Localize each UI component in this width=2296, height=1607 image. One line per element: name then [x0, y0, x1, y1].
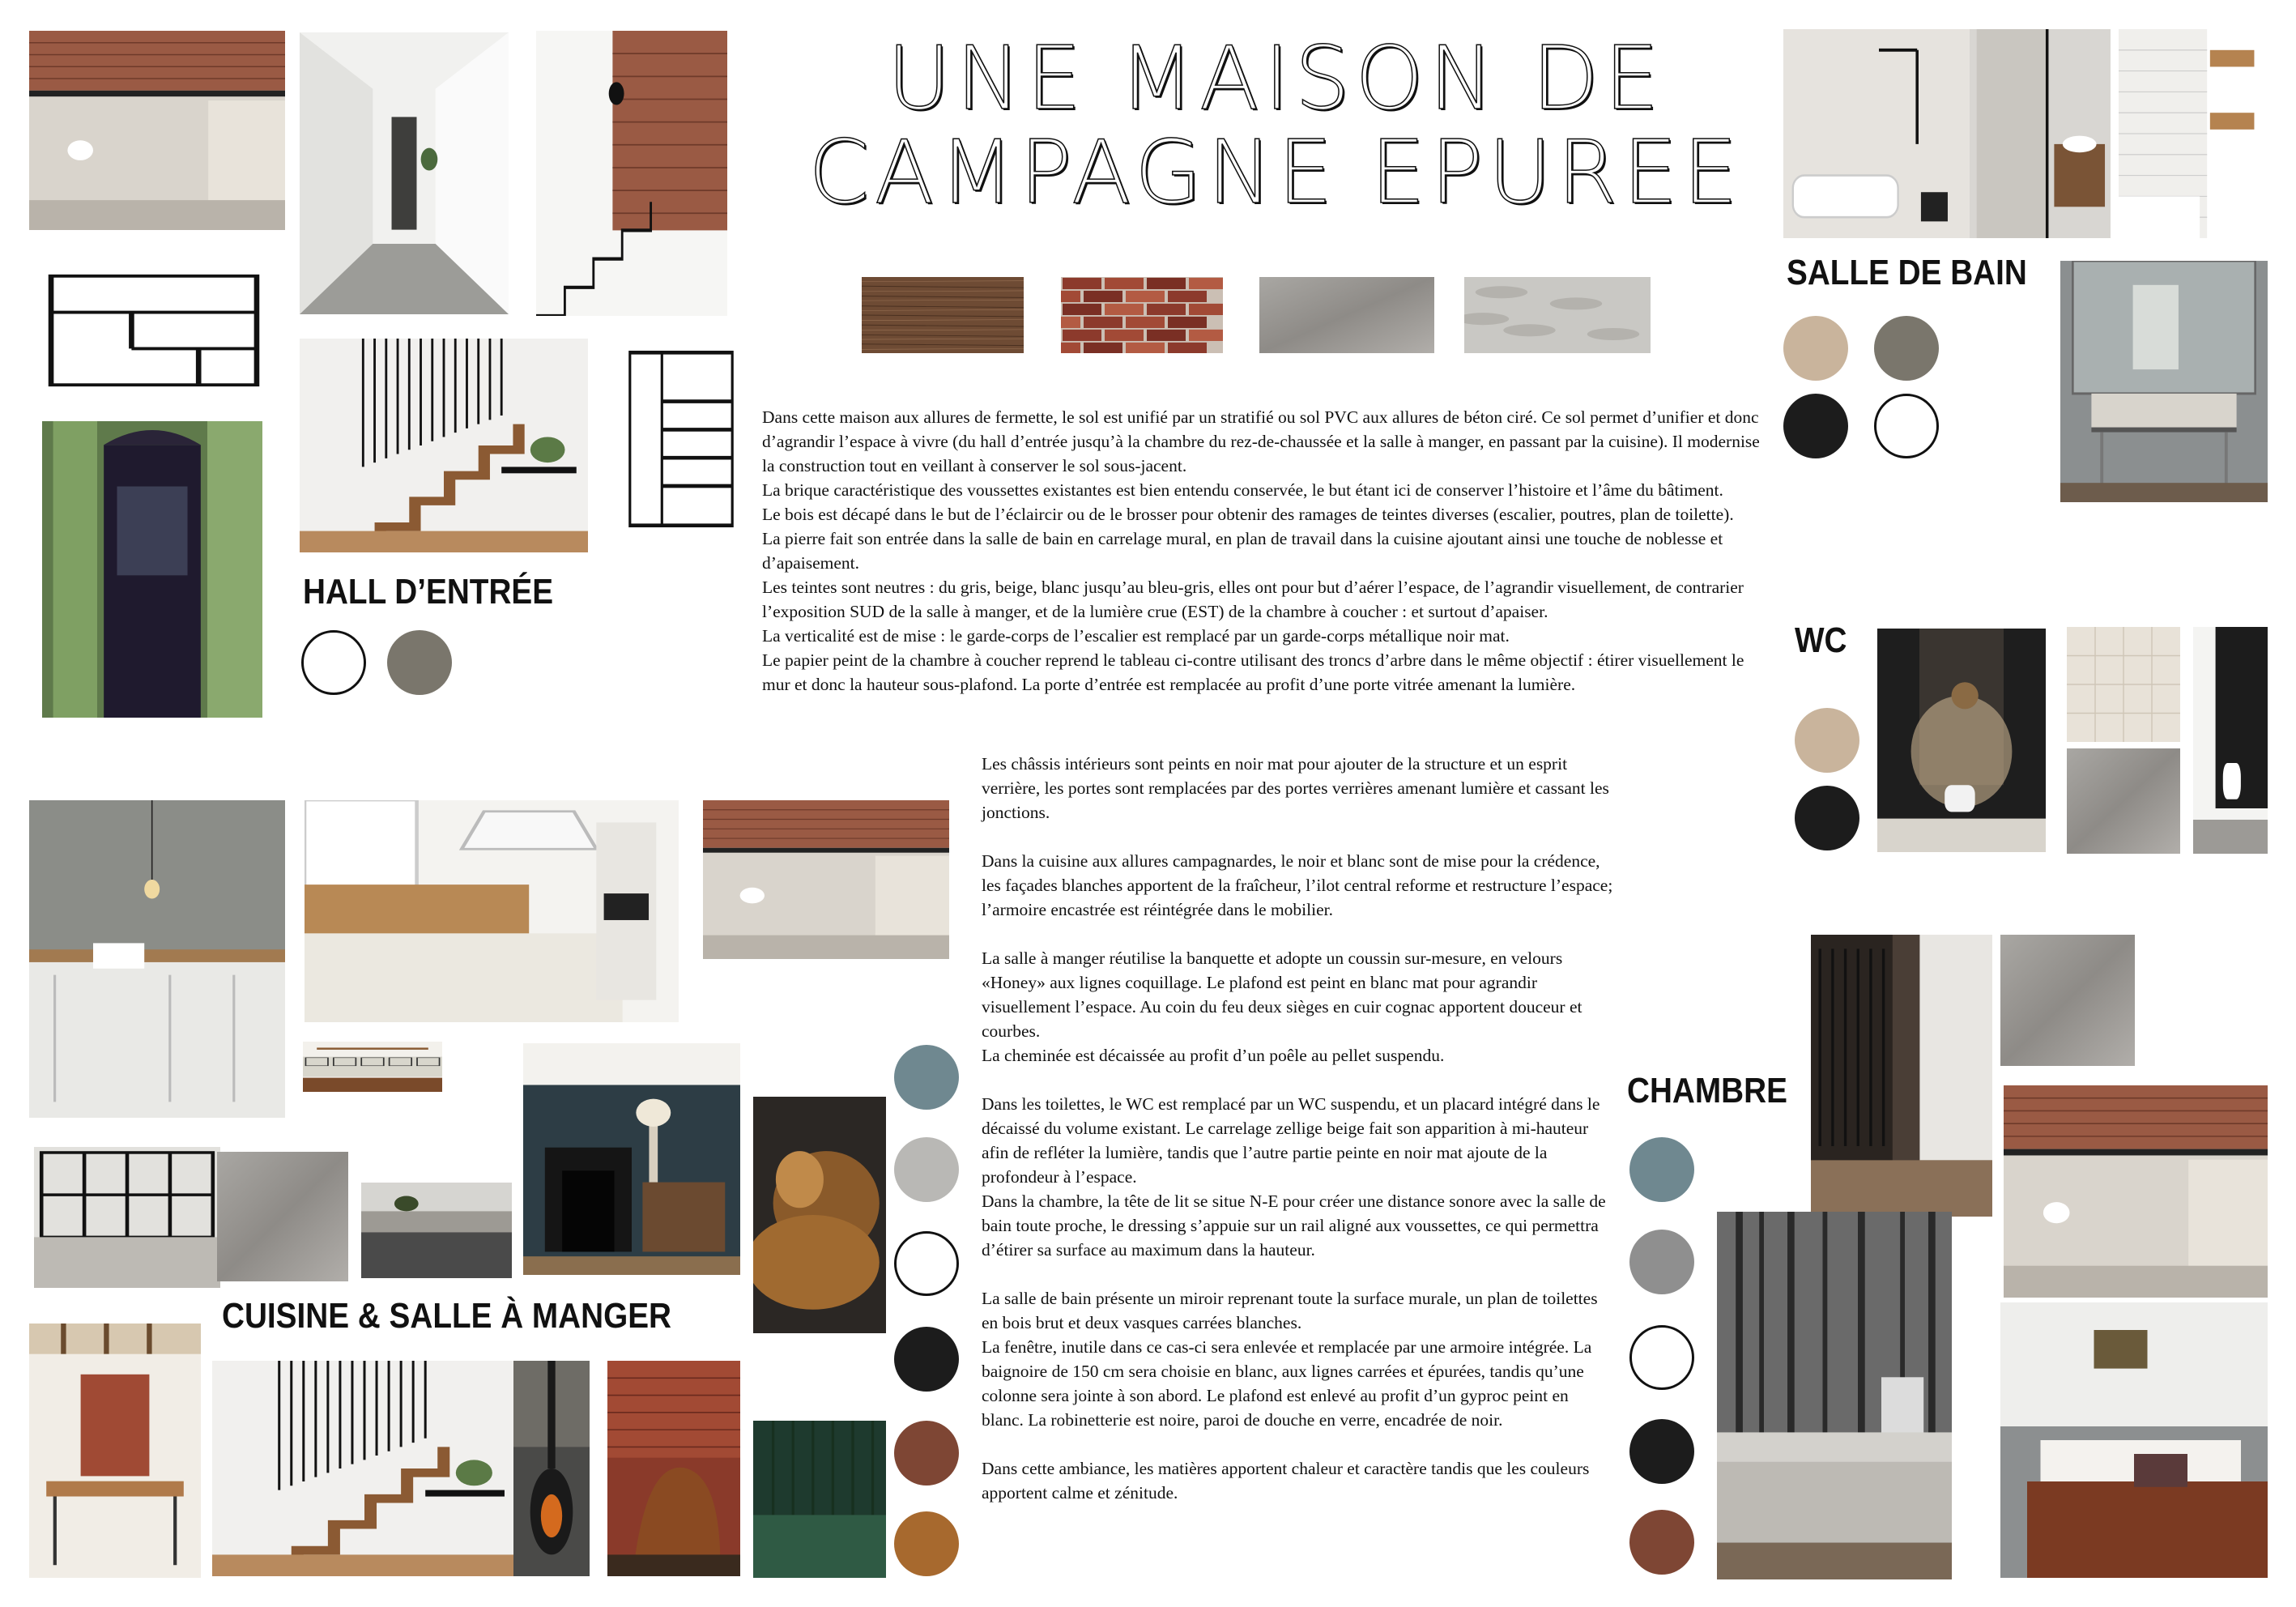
glass-partition-photo	[34, 1147, 220, 1288]
brick-vault-ceiling-photo	[29, 31, 285, 230]
velvet-sofa-photo	[753, 1097, 886, 1333]
section-label-salle-de-bain: SALLE DE BAIN	[1787, 253, 2027, 292]
color-swatch-light-grey	[894, 1137, 959, 1202]
text-paragraph: Dans les toilettes, le WC est remplacé par un WC suspendu, et un placard intégré dans le décaissé du volume existant. Le carrelage zellige beige fait son apparition à mi-hauteur afin de refléter la lumière, tandis que l’autre partie peinte en noir mat ajoute de la profondeur à l’espace.	[982, 1094, 1600, 1187]
color-swatch-cream	[1629, 1325, 1694, 1390]
text-paragraph: Dans la cuisine aux allures campagnardes, le noir et blanc sont de mise pour la crédence, les façades blanches apportent de la fraîcheur, l’ilot central reforme et restructure l’espace; l’armoire encastrée est réintégrée dans le mobilier.	[982, 851, 1613, 919]
color-swatch-taupe	[387, 630, 452, 695]
section-label-cuisine: CUISINE & SALLE À MANGER	[222, 1296, 672, 1336]
color-swatch-blue-grey	[894, 1045, 959, 1110]
paragraph-gap	[982, 1432, 1613, 1456]
text-paragraph: La fenêtre, inutile dans ce cas-ci sera enlevée et remplacée par une armoire intégrée. La baignoire de 150 cm sera choisie en blanc, aux lignes carrées et épurées, tandis qu’une colonne sera jointe à son abord. Le plafond est enlevé au profit d’un gyproc peint en blanc. La robinetterie est noire, paroi de douche en verre, encadrée de noir.	[982, 1337, 1592, 1430]
text-paragraph: Les teintes sont neutres : du gris, beige, blanc jusqu’au bleu-gris, elles ont pour but d’aérer l’espace, de l’agrandir visuellement, de contrarier l’exposition SUD de la salle à manger, et de la lumière crue (EST) de la chambre à coucher : et surtout d’apaiser.	[762, 578, 1744, 621]
title-line-2: CAMPAGNE EPUREE	[808, 122, 1743, 224]
wc-concrete-photo	[2067, 748, 2180, 854]
text-paragraph: Les châssis intérieurs sont peints en noir mat pour ajouter de la structure et un esprit verrière, les portes sont remplacées par des portes verrières amenant lumière et cassant les jonctions.	[982, 754, 1609, 822]
color-swatch-rust	[894, 1421, 959, 1486]
color-swatch-black	[1629, 1419, 1694, 1484]
color-swatch-black	[1783, 394, 1848, 458]
color-swatch-cognac	[894, 1511, 959, 1576]
tile-shelf-photo	[303, 1042, 442, 1092]
green-banquette-photo	[753, 1421, 886, 1578]
washbasin-photo	[2119, 29, 2266, 238]
brick-bedroom-photo	[2004, 1085, 2268, 1298]
text-paragraph: La verticalité est de mise : le garde-corps de l’escalier est remplacé par un garde-corps métallique noir mat.	[762, 626, 1510, 646]
rust-bedroom-photo	[2000, 1302, 2268, 1578]
color-swatch-cream	[894, 1231, 959, 1296]
leather-chair-photo	[607, 1361, 740, 1576]
paragraph-gap	[982, 922, 1613, 946]
color-swatch-cream	[301, 630, 366, 695]
color-swatch-taupe	[1874, 316, 1939, 381]
section-label-hall: HALL D’ENTRÉE	[303, 572, 554, 612]
color-swatch-cream	[1874, 394, 1939, 458]
white-hallway-photo	[300, 32, 509, 314]
text-paragraph: Dans cette maison aux allures de fermette, le sol est unifié par un stratifié ou sol PVC aux allures de béton ciré. Ce sol permet d’unifier et donc d’agrandir l’espace à vivre (du hall d’entrée jusqu’à la chambre du rez-de-chaussée et la salle à manger, en passant par la cuisine). Il modernise la construction tout en veillant à conserver le sol sous-jacent.	[762, 407, 1760, 475]
bathtub-photo	[1783, 29, 1974, 238]
wc-suspended-photo	[2193, 627, 2268, 854]
brick-texture-sample	[1061, 277, 1223, 353]
brick-wall-stair-photo	[536, 31, 727, 316]
metal-staircase-2-photo	[212, 1361, 517, 1576]
shower-photo	[1970, 29, 2111, 238]
text-paragraph: La pierre fait son entrée dans la salle de bain en carrelage mural, en plan de travail dans la cuisine ajoutant ainsi une touche de noblesse et d’apaisement.	[762, 529, 1723, 573]
text-paragraph: Dans cette ambiance, les matières apportent chaleur et caractère tandis que les couleurs apportent calme et zénitude.	[982, 1459, 1590, 1503]
color-swatch-grey	[1629, 1230, 1694, 1294]
dressing-photo	[1811, 935, 1992, 1217]
concrete-bedroom-photo	[2000, 935, 2135, 1066]
white-kitchen-photo	[305, 800, 679, 1022]
paragraph-gap	[982, 825, 1613, 849]
section-label-chambre: CHAMBRE	[1627, 1071, 1787, 1110]
section-label-wc: WC	[1795, 620, 1847, 660]
text-paragraph: La salle à manger réutilise la banquette et adopte un coussin sur-mesure, en velours «Honey» aux lignes coquillage. Le plafond est peint en blanc mat pour agrandir visuellement l’espace. Au coin du feu deux sièges en cuir cognac apportent douceur et courbes.	[982, 948, 1582, 1041]
concrete-vase-photo	[217, 1152, 348, 1281]
black-glass-door-photo	[42, 421, 262, 718]
forest-bedroom-photo	[1717, 1212, 1952, 1579]
color-swatch-beige	[1795, 708, 1859, 773]
paragraph-gap	[982, 1262, 1613, 1286]
color-swatch-rust	[1629, 1510, 1694, 1575]
text-paragraph: Dans la chambre, la tête de lit se situe N-E pour créer une distance sonore avec la salle de bain toute proche, le dressing s’appuie sur un rail aligné aux voussettes, ce qui permettra d’étirer sa surface au maximum dans la hauteur.	[982, 1191, 1606, 1260]
bathroom-mirror-photo	[2060, 261, 2268, 502]
text-paragraph: Le bois est décapé dans le but de l’éclaircir ou de le brosser pour obtenir des ramages de teintes diverses (escalier, poutres, plan de toilette).	[762, 505, 1734, 524]
zellige-tile-photo	[2067, 627, 2180, 742]
concrete-texture-sample	[1259, 277, 1434, 353]
text-paragraph: La brique caractéristique des voussettes existantes est bien entendu conservée, le but étant ici de conserver l’histoire et l’âme du bâtiment.	[762, 480, 1723, 500]
grey-kitchen-photo	[29, 800, 285, 1118]
stone-texture-sample	[1464, 277, 1651, 353]
intro-text	[762, 405, 1770, 697]
paragraph-gap	[982, 1068, 1613, 1092]
text-paragraph: La salle de bain présente un miroir reprenant toute la surface murale, un plan de toilettes en bois brut et deux vasques carrées blanches.	[982, 1289, 1598, 1332]
black-metal-shelf-photo	[42, 266, 266, 395]
pellet-stove-photo	[513, 1361, 590, 1576]
dark-fireplace-photo	[523, 1043, 740, 1275]
title-line-1: UNE MAISON DE	[887, 28, 1664, 130]
color-swatch-beige	[1783, 316, 1848, 381]
text-paragraph: La cheminée est décaissée au profit d’un poêle au pellet suspendu.	[982, 1046, 1445, 1065]
text-paragraph: Le papier peint de la chambre à coucher reprend le tableau ci-contre utilisant des troncs d’arbre dans le même objectif : étirer visuellement le mur et donc la hauteur sous-plafond. La porte d’entrée est remplacée au profit d’une porte vitrée amenant la lumière.	[762, 650, 1744, 694]
metal-staircase-photo	[300, 339, 588, 552]
color-swatch-black	[1795, 786, 1859, 850]
coat-rack-photo	[617, 345, 745, 533]
brick-dining-photo	[703, 800, 949, 959]
color-swatch-black	[894, 1327, 959, 1392]
wc-dark-photo	[1877, 629, 2046, 852]
wood-texture-sample	[862, 277, 1024, 353]
rustic-dining-photo	[29, 1324, 201, 1578]
color-swatch-blue-grey	[1629, 1137, 1694, 1202]
page-title	[769, 28, 1782, 224]
description-column	[982, 752, 1613, 1505]
stone-island-photo	[361, 1183, 512, 1278]
